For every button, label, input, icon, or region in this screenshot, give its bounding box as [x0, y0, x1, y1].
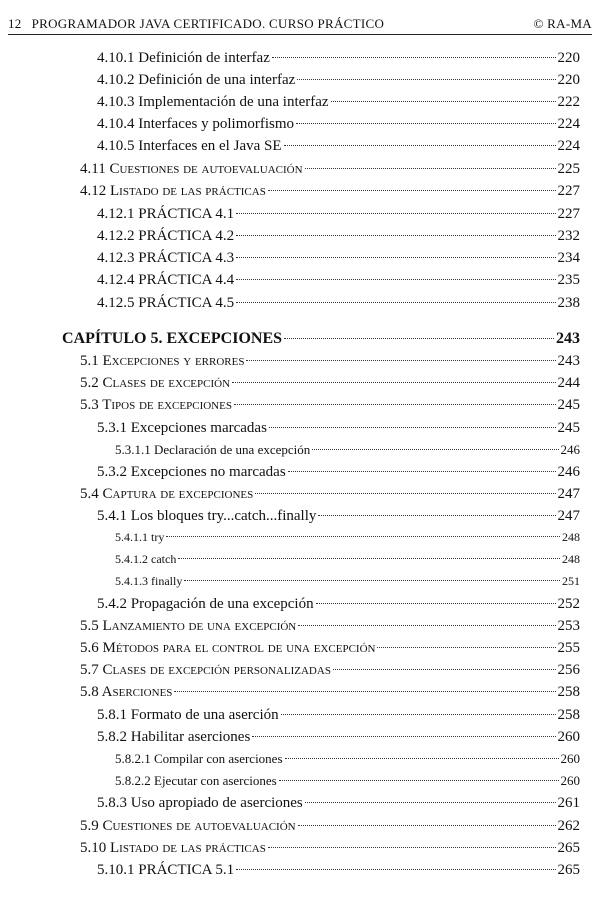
toc-entry-page: 224 [557, 138, 580, 154]
toc-entry-page: 243 [556, 330, 580, 347]
toc-entry-title: 4.10.5 Interfaces en el Java SE [97, 138, 282, 154]
toc-entry [80, 161, 580, 178]
toc-entry-page: 251 [562, 574, 580, 588]
toc-entry-title: 5.3 Tipos de excepciones [80, 397, 232, 413]
toc-entry [80, 397, 580, 414]
toc-entry-title: 5.4.2 Propagación de una excepción [97, 596, 314, 612]
toc-entry-title: 5.4.1.1 try [115, 530, 165, 544]
toc-entry-page: 225 [557, 161, 580, 177]
toc-entry-page: 245 [557, 420, 580, 436]
toc-entry-page: 232 [557, 228, 580, 244]
toc-entry-page: 245 [557, 397, 580, 413]
toc-entry-page: 224 [557, 116, 580, 132]
toc-entry-page: 227 [557, 183, 580, 199]
toc-entry-page: 238 [557, 295, 580, 311]
dot-leader [272, 57, 556, 58]
toc-entry-page: 244 [557, 375, 580, 391]
toc-entry [80, 375, 580, 392]
page-number: 12 [8, 16, 22, 31]
toc-entry-page: 260 [560, 773, 580, 788]
dot-leader [281, 714, 556, 715]
toc-entry [97, 228, 580, 245]
toc-entry-title: 5.8.2 Habilitar aserciones [97, 729, 251, 745]
toc-entry-title: 5.2 Clases de excepción [80, 375, 231, 391]
toc-entry-page: 260 [560, 751, 580, 766]
dot-leader [297, 79, 555, 80]
toc-entry [80, 640, 580, 657]
dot-leader [333, 669, 556, 670]
toc-entry-page: 243 [557, 353, 580, 369]
toc-entry [97, 138, 580, 155]
toc-entry-title: 5.8.2.2 Ejecutar con aserciones [115, 773, 277, 788]
toc-entry-page: 261 [557, 795, 580, 811]
toc-entry [115, 574, 580, 589]
toc-entry-title: 4.12.1 PRÁCTICA 4.1 [97, 206, 235, 222]
toc-entry-title: 5.8.3 Uso apropiado de aserciones [97, 795, 303, 811]
dot-leader [246, 360, 555, 361]
toc-entry-page: 247 [557, 486, 580, 502]
toc-entry [80, 818, 580, 835]
toc-entry [80, 486, 580, 503]
toc-entry [97, 729, 580, 746]
toc-entry-page: 227 [557, 206, 580, 222]
toc-entry-title: 5.6 Métodos para el control de una excepción [80, 640, 376, 656]
dot-leader [236, 213, 555, 214]
toc-entry [97, 94, 580, 111]
dot-leader [236, 235, 555, 236]
publisher-mark: © RA-MA [533, 16, 592, 31]
toc-entry-page: 234 [557, 250, 580, 266]
toc-entry [97, 795, 580, 812]
toc-entry-title: 4.10.3 Implementación de una interfaz [97, 94, 329, 110]
toc-entry [97, 508, 580, 525]
toc-entry-page: 220 [557, 72, 580, 88]
toc-entry-title: 4.11 Cuestiones de autoevaluación [80, 161, 303, 177]
toc-entry-page: 248 [562, 530, 580, 544]
toc-entry [62, 330, 580, 348]
toc-entry-title: 5.10.1 PRÁCTICA 5.1 [97, 862, 235, 878]
dot-leader [298, 825, 556, 826]
dot-leader [284, 338, 554, 339]
toc-entry-page: 265 [557, 840, 580, 856]
toc-entry-title: 5.4.1 Los bloques try...catch...finally [97, 508, 317, 524]
toc-entry-page: 222 [557, 94, 580, 110]
toc-entry-page: 256 [557, 662, 580, 678]
dot-leader [166, 536, 560, 537]
toc-entry-title: 5.3.1 Excepciones marcadas [97, 420, 267, 436]
dot-leader [268, 847, 556, 848]
dot-leader [236, 279, 555, 280]
dot-leader [236, 869, 555, 870]
toc-entry-title: 5.10 Listado de las prácticas [80, 840, 266, 856]
dot-leader [288, 471, 556, 472]
toc-entry-title: 4.10.4 Interfaces y polimorfismo [97, 116, 295, 132]
book-title: PROGRAMADOR JAVA CERTIFICADO. CURSO PRÁCTICO [31, 16, 385, 31]
toc-entry-page: 258 [557, 707, 580, 723]
toc-entry [97, 72, 580, 89]
toc-entry [115, 751, 580, 767]
dot-leader [298, 625, 555, 626]
dot-leader [174, 691, 555, 692]
toc-entry-title: 5.4 Captura de excepciones [80, 486, 254, 502]
toc-entry-page: 248 [562, 552, 580, 566]
toc-entry [97, 420, 580, 437]
toc-entry-title: 5.3.1.1 Declaración de una excepción [115, 442, 311, 457]
toc-entry-title: 5.7 Clases de excepción personalizadas [80, 662, 331, 678]
toc-entry [115, 552, 580, 567]
toc-entry-page: 246 [557, 464, 580, 480]
toc-entry-page: 265 [557, 862, 580, 878]
dot-leader [296, 123, 555, 124]
toc-entry [80, 618, 580, 635]
dot-leader [316, 603, 556, 604]
toc-entry [80, 353, 580, 370]
toc-entry [115, 530, 580, 545]
toc-entry [80, 662, 580, 679]
toc-entry [97, 50, 580, 67]
dot-leader [236, 302, 555, 303]
toc-entry [115, 773, 580, 789]
dot-leader [285, 758, 559, 759]
dot-leader [252, 736, 555, 737]
toc-entry-page: 252 [557, 596, 580, 612]
dot-leader [236, 257, 555, 258]
toc-entry [97, 862, 580, 879]
toc-entry-title: 5.9 Cuestiones de autoevaluación [80, 818, 296, 834]
toc-entry-title: 5.5 Lanzamiento de una excepción [80, 618, 297, 634]
toc-entry-title: CAPÍTULO 5. EXCEPCIONES [62, 330, 283, 347]
toc-entry [97, 295, 580, 312]
toc-entry [97, 206, 580, 223]
toc-entry-title: 5.8 Aserciones [80, 684, 173, 700]
dot-leader [305, 802, 556, 803]
toc-entry-title: 5.4.1.3 finally [115, 574, 183, 588]
toc-entry-page: 247 [557, 508, 580, 524]
dot-leader [268, 190, 556, 191]
toc-entry [80, 840, 580, 857]
toc-entry-title: 4.12 Listado de las prácticas [80, 183, 266, 199]
dot-leader [234, 404, 556, 405]
dot-leader [279, 780, 559, 781]
toc-entry-page: 220 [557, 50, 580, 66]
toc-entry [80, 183, 580, 200]
dot-leader [331, 101, 556, 102]
toc-entry [97, 250, 580, 267]
dot-leader [284, 145, 556, 146]
dot-leader [318, 515, 555, 516]
toc-entry-title: 5.8.1 Formato de una aserción [97, 707, 279, 723]
toc-entry-title: 4.12.3 PRÁCTICA 4.3 [97, 250, 235, 266]
toc-entry-title: 4.10.2 Definición de una interfaz [97, 72, 296, 88]
toc-entry-page: 253 [557, 618, 580, 634]
toc-entry-page: 258 [557, 684, 580, 700]
toc-entry [97, 116, 580, 133]
toc-entry [97, 596, 580, 613]
toc-entry-title: 5.1 Excepciones y errores [80, 353, 245, 369]
toc-entry-page: 255 [557, 640, 580, 656]
dot-leader [178, 558, 560, 559]
toc-entry-page: 262 [557, 818, 580, 834]
toc-entry-title: 4.12.4 PRÁCTICA 4.4 [97, 272, 235, 288]
dot-leader [184, 580, 560, 581]
dot-leader [269, 427, 556, 428]
toc-entry [97, 464, 580, 481]
toc-entry-title: 5.4.1.2 catch [115, 552, 177, 566]
toc-entry-title: 5.8.2.1 Compilar con aserciones [115, 751, 283, 766]
toc-entry-title: 5.3.2 Excepciones no marcadas [97, 464, 286, 480]
dot-leader [255, 493, 555, 494]
dot-leader [232, 382, 555, 383]
toc-entry-title: 4.12.5 PRÁCTICA 4.5 [97, 295, 235, 311]
toc-entry-title: 4.12.2 PRÁCTICA 4.2 [97, 228, 235, 244]
running-header [8, 10, 592, 35]
toc-entry [97, 272, 580, 289]
toc-entry [115, 442, 580, 458]
dot-leader [312, 449, 558, 450]
toc-entry-title: 4.10.1 Definición de interfaz [97, 50, 270, 66]
toc-entry [80, 684, 580, 701]
toc-entry [97, 707, 580, 724]
toc-entry-page: 246 [560, 442, 580, 457]
toc-entry-page: 235 [557, 272, 580, 288]
dot-leader [305, 168, 556, 169]
dot-leader [377, 647, 555, 648]
toc-entry-page: 260 [557, 729, 580, 745]
